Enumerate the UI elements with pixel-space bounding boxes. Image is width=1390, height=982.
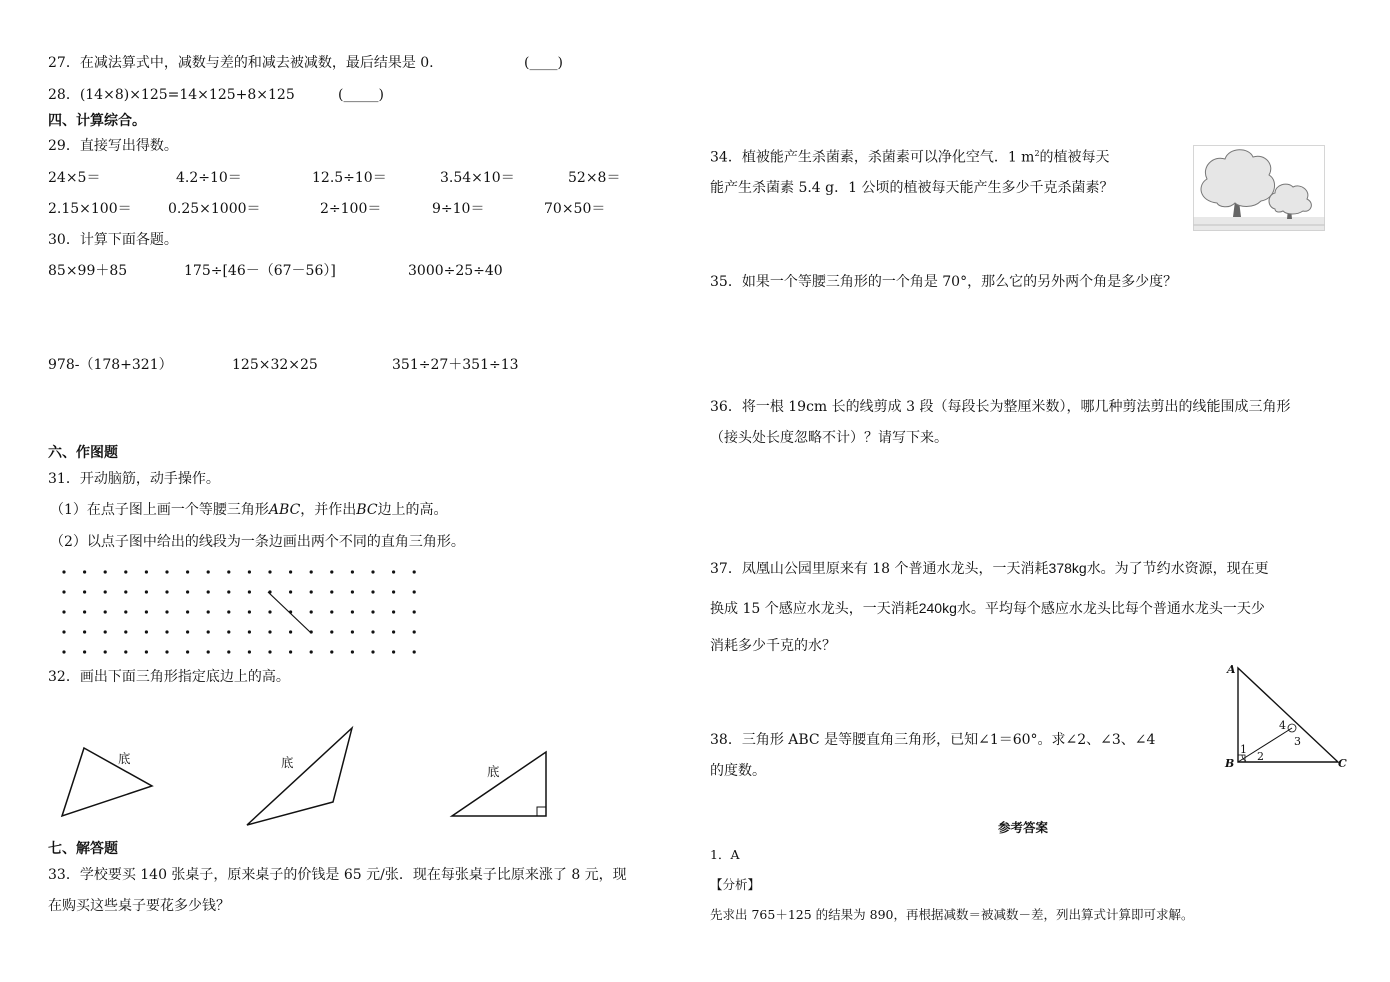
q28-text: 28．(14×8)×125=14×125+8×125 [48, 87, 295, 103]
vertex-b-label: B [1225, 757, 1235, 770]
q29-item: 12.5÷10＝ [312, 170, 387, 186]
base-label-3: 底 [487, 764, 500, 779]
q29-item: 4.2÷10＝ [176, 170, 242, 186]
q29-item: 9÷10＝ [432, 201, 485, 217]
q36-line1: 36．将一根 19cm 长的线剪成 3 段（每段长为整厘米数），哪几种剪法剪出的线能围成三角形 [710, 399, 1291, 415]
q30-prompt: 30．计算下面各题。 [48, 232, 178, 248]
section-6-heading: 六、作图题 [48, 445, 118, 461]
triangle-2 [247, 728, 352, 825]
q30-item: 3000÷25÷40 [408, 263, 503, 279]
angle-2-label: 2 [1257, 750, 1264, 763]
q33-line2: 在购买这些桌子要花多少钱？ [48, 898, 230, 914]
base-label-2: 底 [281, 755, 294, 770]
q32-triangles[interactable] [0, 0, 560, 840]
section-4-heading: 四、计算综合。 [48, 113, 146, 129]
tree-illustration [1193, 145, 1325, 231]
q29-item: 2÷100＝ [320, 201, 382, 217]
vertex-c-label: C [1338, 757, 1347, 770]
q32-prompt: 32．画出下面三角形指定底边上的高。 [48, 669, 290, 685]
right-angle-mark [537, 807, 546, 816]
q29-item: 52×8＝ [568, 170, 621, 186]
vertex-a-label: A [1227, 663, 1236, 676]
analysis-heading: 【分析】 [710, 877, 761, 892]
q29-item: 0.25×1000＝ [168, 201, 261, 217]
q27-answer-blank[interactable]: (____) [524, 55, 563, 71]
q30-item: 351÷27＋351÷13 [392, 357, 519, 373]
q29-item: 3.54×10＝ [440, 170, 515, 186]
q30-item: 175÷[46－（67－56）] [184, 263, 336, 279]
angle-3-label: 3 [1294, 735, 1301, 748]
q36-line2: （接头处长度忽略不计）？请写下来。 [710, 430, 948, 446]
q29-prompt: 29．直接写出得数。 [48, 138, 178, 154]
triangle-1 [62, 748, 152, 816]
q27-text: 27．在减法算式中，减数与差的和减去被减数，最后结果是 0. [48, 55, 434, 71]
answer-1: 1．A [710, 847, 740, 862]
q29-item: 24×5＝ [48, 170, 101, 186]
triangle-3 [452, 752, 546, 816]
analysis-text: 先求出 765＋125 的结果为 890，再根据减数＝被减数－差，列出算式计算即可求解。 [710, 907, 1194, 922]
q37-line3: 消耗多少千克的水？ [710, 638, 836, 654]
q30-item: 125×32×25 [232, 357, 318, 373]
q29-item: 70×50＝ [544, 201, 606, 217]
angle-4-label: 4 [1279, 719, 1286, 732]
q37-line1: 37．凤凰山公园里原来有 18 个普通水龙头，一天消耗378kg水。为了节约水资源，现在更 [710, 560, 1269, 577]
q31-prompt: 31．开动脑筋，动手操作。 [48, 471, 220, 487]
q38-line1: 38．三角形 ABC 是等腰直角三角形，已知∠1＝60°。求∠2、∠3、∠4 [710, 732, 1156, 748]
q37-line2: 换成 15 个感应水龙头，一天消耗240kg水。平均每个感应水龙头比每个普通水龙头一天少 [710, 600, 1265, 617]
q34-line2: 能产生杀菌素 5.4 g．1 公顷的植被每天能产生多少千克杀菌素？ [710, 180, 1114, 196]
q35-text: 35．如果一个等腰三角形的一个角是 70°，那么它的另外两个角是多少度？ [710, 274, 1178, 290]
q33-line1: 33．学校要买 140 张桌子，原来桌子的价钱是 65 元/张．现在每张桌子比原来涨了 8 元，现 [48, 867, 627, 883]
q30-item: 978-（178+321） [48, 357, 173, 373]
q29-item: 2.15×100＝ [48, 201, 132, 217]
base-label-1: 底 [118, 751, 131, 766]
q31-part2: （2）以点子图中给出的线段为一条边画出两个不同的直角三角形。 [50, 534, 465, 550]
q38-line2: 的度数。 [710, 763, 766, 779]
q34-line1: 34．植被能产生杀菌素，杀菌素可以净化空气．1 $m^2$的植被每天 [710, 149, 1110, 166]
answers-title: 参考答案 [998, 820, 1049, 835]
q30-item: 85×99＋85 [48, 263, 128, 279]
q28-answer-blank[interactable]: (_____) [338, 87, 384, 103]
angle-1-label: 1 [1240, 743, 1247, 756]
q31-part1: （1）在点子图上画一个等腰三角形ABC，并作出BC边上的高。 [50, 502, 448, 518]
section-7-heading: 七、解答题 [48, 841, 118, 857]
